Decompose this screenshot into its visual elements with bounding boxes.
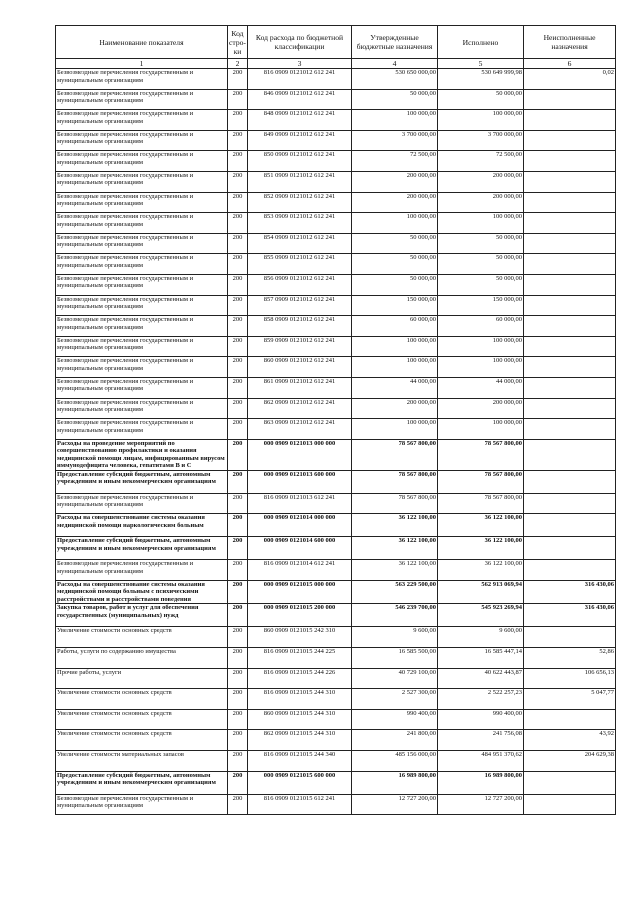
indicator-name-cell: Безвозмездные перечисления государственным и муниципальным организациям	[56, 274, 228, 295]
table-row	[56, 537, 616, 560]
unspent-amount-cell	[524, 709, 616, 730]
approved-amount-cell: 2 527 300,00	[352, 689, 438, 710]
table-row	[56, 69, 616, 90]
column-number-row	[56, 59, 616, 69]
line-code-cell: 200	[228, 89, 248, 110]
approved-amount-cell: 78 567 800,00	[352, 439, 438, 470]
table-row	[56, 89, 616, 110]
executed-amount-cell: 200 000,00	[438, 192, 524, 213]
table-row	[56, 233, 616, 254]
executed-amount-cell: 36 122 100,00	[438, 514, 524, 537]
table-row	[56, 398, 616, 419]
unspent-amount-cell	[524, 110, 616, 131]
approved-amount-cell: 50 000,00	[352, 274, 438, 295]
approved-amount-cell: 50 000,00	[352, 89, 438, 110]
table-row	[56, 493, 616, 514]
table-row	[56, 668, 616, 689]
line-code-cell: 200	[228, 171, 248, 192]
indicator-name-cell: Безвозмездные перечисления государственным и муниципальным организациям	[56, 316, 228, 337]
header-unspent: Неисполненные назначения	[524, 26, 616, 59]
budget-code-cell: 859 0909 0121012 612 241	[248, 336, 352, 357]
header-approved: Утвержденные бюджетные назначения	[352, 26, 438, 59]
indicator-name-cell: Безвозмездные перечисления государственным и муниципальным организациям	[56, 336, 228, 357]
unspent-amount-cell	[524, 493, 616, 514]
approved-amount-cell: 78 567 800,00	[352, 470, 438, 493]
approved-amount-cell: 200 000,00	[352, 192, 438, 213]
indicator-name-cell: Безвозмездные перечисления государственным и муниципальным организациям	[56, 233, 228, 254]
approved-amount-cell: 563 229 500,00	[352, 580, 438, 604]
budget-code-cell: 848 0909 0121012 612 241	[248, 110, 352, 131]
budget-code-cell: 849 0909 0121012 612 241	[248, 130, 352, 151]
line-code-cell: 200	[228, 213, 248, 234]
indicator-name-cell: Безвозмездные перечисления государственным и муниципальным организациям	[56, 419, 228, 440]
line-code-cell: 200	[228, 668, 248, 689]
budget-execution-table	[55, 25, 616, 815]
indicator-name-cell: Предоставление субсидий бюджетным, автономным учреждениям и иным некоммерческим организациям	[56, 537, 228, 560]
approved-amount-cell: 36 122 100,00	[352, 560, 438, 581]
indicator-name-cell: Безвозмездные перечисления государственным и муниципальным организациям	[56, 254, 228, 275]
line-code-cell: 200	[228, 398, 248, 419]
executed-amount-cell: 484 951 370,62	[438, 750, 524, 771]
table-row	[56, 470, 616, 493]
approved-amount-cell: 100 000,00	[352, 213, 438, 234]
table-row	[56, 357, 616, 378]
unspent-amount-cell	[524, 419, 616, 440]
approved-amount-cell: 12 727 200,00	[352, 794, 438, 815]
executed-amount-cell: 200 000,00	[438, 398, 524, 419]
approved-amount-cell: 990 400,00	[352, 709, 438, 730]
approved-amount-cell: 100 000,00	[352, 110, 438, 131]
indicator-name-cell: Безвозмездные перечисления государственным и муниципальным организациям	[56, 110, 228, 131]
line-code-cell: 200	[228, 514, 248, 537]
unspent-amount-cell: 106 656,13	[524, 668, 616, 689]
executed-amount-cell: 50 000,00	[438, 89, 524, 110]
unspent-amount-cell	[524, 470, 616, 493]
unspent-amount-cell: 5 047,77	[524, 689, 616, 710]
header-budget-code: Код расхода по бюджетной классификации	[248, 26, 352, 59]
line-code-cell: 200	[228, 274, 248, 295]
budget-code-cell: 856 0909 0121012 612 241	[248, 274, 352, 295]
unspent-amount-cell	[524, 316, 616, 337]
indicator-name-cell: Безвозмездные перечисления государственным и муниципальным организациям	[56, 357, 228, 378]
header-executed: Исполнено	[438, 26, 524, 59]
budget-code-cell: 862 0909 0121012 612 241	[248, 398, 352, 419]
table-row	[56, 709, 616, 730]
header-row	[56, 26, 616, 59]
table-row	[56, 419, 616, 440]
column-number: 6	[524, 59, 616, 69]
indicator-name-cell: Безвозмездные перечисления государственным и муниципальным организациям	[56, 493, 228, 514]
unspent-amount-cell	[524, 537, 616, 560]
indicator-name-cell: Безвозмездные перечисления государственным и муниципальным организациям	[56, 89, 228, 110]
column-number: 3	[248, 59, 352, 69]
executed-amount-cell: 16 989 800,00	[438, 771, 524, 794]
approved-amount-cell: 50 000,00	[352, 254, 438, 275]
budget-code-cell: 852 0909 0121012 612 241	[248, 192, 352, 213]
column-number: 2	[228, 59, 248, 69]
unspent-amount-cell	[524, 514, 616, 537]
table-row	[56, 316, 616, 337]
unspent-amount-cell	[524, 192, 616, 213]
executed-amount-cell: 12 727 200,00	[438, 794, 524, 815]
approved-amount-cell: 60 000,00	[352, 316, 438, 337]
approved-amount-cell: 50 000,00	[352, 233, 438, 254]
executed-amount-cell: 50 000,00	[438, 274, 524, 295]
executed-amount-cell: 545 923 269,94	[438, 604, 524, 627]
executed-amount-cell: 44 000,00	[438, 377, 524, 398]
line-code-cell: 200	[228, 627, 248, 648]
executed-amount-cell: 40 622 443,87	[438, 668, 524, 689]
budget-code-cell: 000 0909 0121015 000 000	[248, 580, 352, 604]
budget-code-cell: 000 0909 0121015 200 000	[248, 604, 352, 627]
indicator-name-cell: Безвозмездные перечисления государственным и муниципальным организациям	[56, 171, 228, 192]
table-row	[56, 730, 616, 751]
budget-code-cell: 855 0909 0121012 612 241	[248, 254, 352, 275]
line-code-cell: 200	[228, 647, 248, 668]
budget-code-cell: 862 0909 0121015 244 310	[248, 730, 352, 751]
table-body	[56, 69, 616, 815]
indicator-name-cell: Увеличение стоимости основных средств	[56, 730, 228, 751]
approved-amount-cell: 36 122 100,00	[352, 514, 438, 537]
line-code-cell: 200	[228, 377, 248, 398]
line-code-cell: 200	[228, 130, 248, 151]
executed-amount-cell: 16 585 447,14	[438, 647, 524, 668]
table-row	[56, 171, 616, 192]
table-row	[56, 192, 616, 213]
line-code-cell: 200	[228, 439, 248, 470]
approved-amount-cell: 546 239 700,00	[352, 604, 438, 627]
executed-amount-cell: 150 000,00	[438, 295, 524, 316]
line-code-cell: 200	[228, 110, 248, 131]
budget-code-cell: 860 0909 0121015 244 310	[248, 709, 352, 730]
budget-code-cell: 816 0909 0121015 244 340	[248, 750, 352, 771]
indicator-name-cell: Увеличение стоимости основных средств	[56, 627, 228, 648]
table-row	[56, 627, 616, 648]
unspent-amount-cell	[524, 295, 616, 316]
approved-amount-cell: 485 156 000,00	[352, 750, 438, 771]
approved-amount-cell: 241 800,00	[352, 730, 438, 751]
executed-amount-cell: 241 756,08	[438, 730, 524, 751]
budget-code-cell: 853 0909 0121012 612 241	[248, 213, 352, 234]
approved-amount-cell: 100 000,00	[352, 419, 438, 440]
unspent-amount-cell	[524, 398, 616, 419]
budget-code-cell: 000 0909 0121014 600 000	[248, 537, 352, 560]
approved-amount-cell: 40 729 100,00	[352, 668, 438, 689]
budget-code-cell: 846 0909 0121012 612 241	[248, 89, 352, 110]
line-code-cell: 200	[228, 604, 248, 627]
approved-amount-cell: 44 000,00	[352, 377, 438, 398]
unspent-amount-cell	[524, 254, 616, 275]
executed-amount-cell: 2 522 257,23	[438, 689, 524, 710]
unspent-amount-cell	[524, 627, 616, 648]
budget-code-cell: 000 0909 0121013 600 000	[248, 470, 352, 493]
table-row	[56, 580, 616, 604]
header-line-code: Код стро-ки	[228, 26, 248, 59]
indicator-name-cell: Расходы на совершенствование системы оказания медицинской помощи больным с психическими расстройствами и расстройствами поведения	[56, 580, 228, 604]
executed-amount-cell: 100 000,00	[438, 213, 524, 234]
indicator-name-cell: Безвозмездные перечисления государственным и муниципальным организациям	[56, 130, 228, 151]
unspent-amount-cell	[524, 336, 616, 357]
executed-amount-cell: 50 000,00	[438, 233, 524, 254]
approved-amount-cell: 100 000,00	[352, 357, 438, 378]
unspent-amount-cell	[524, 274, 616, 295]
unspent-amount-cell	[524, 771, 616, 794]
unspent-amount-cell	[524, 794, 616, 815]
unspent-amount-cell	[524, 89, 616, 110]
executed-amount-cell: 36 122 100,00	[438, 537, 524, 560]
table-row	[56, 794, 616, 815]
line-code-cell: 200	[228, 537, 248, 560]
indicator-name-cell: Прочие работы, услуги	[56, 668, 228, 689]
column-number: 4	[352, 59, 438, 69]
budget-code-cell: 863 0909 0121012 612 241	[248, 419, 352, 440]
line-code-cell: 200	[228, 493, 248, 514]
executed-amount-cell: 3 700 000,00	[438, 130, 524, 151]
indicator-name-cell: Безвозмездные перечисления государственным и муниципальным организациям	[56, 377, 228, 398]
unspent-amount-cell	[524, 357, 616, 378]
indicator-name-cell: Безвозмездные перечисления государственным и муниципальным организациям	[56, 192, 228, 213]
indicator-name-cell: Увеличение стоимости материальных запасов	[56, 750, 228, 771]
executed-amount-cell: 78 567 800,00	[438, 439, 524, 470]
executed-amount-cell: 200 000,00	[438, 171, 524, 192]
approved-amount-cell: 530 650 000,00	[352, 69, 438, 90]
table-row	[56, 750, 616, 771]
executed-amount-cell: 50 000,00	[438, 254, 524, 275]
executed-amount-cell: 78 567 800,00	[438, 493, 524, 514]
line-code-cell: 200	[228, 151, 248, 172]
line-code-cell: 200	[228, 357, 248, 378]
executed-amount-cell: 100 000,00	[438, 336, 524, 357]
budget-code-cell: 816 0909 0121015 244 226	[248, 668, 352, 689]
executed-amount-cell: 562 913 069,94	[438, 580, 524, 604]
table-row	[56, 110, 616, 131]
indicator-name-cell: Увеличение стоимости основных средств	[56, 709, 228, 730]
line-code-cell: 200	[228, 709, 248, 730]
indicator-name-cell: Расходы на проведение мероприятий по совершенствованию профилактики и оказания медицинской помощи лицам, инфицированным вирусом иммунодефицита человека, гепатитами В и С	[56, 439, 228, 470]
approved-amount-cell: 16 989 800,00	[352, 771, 438, 794]
budget-code-cell: 816 0909 0121014 612 241	[248, 560, 352, 581]
line-code-cell: 200	[228, 771, 248, 794]
indicator-name-cell: Увеличение стоимости основных средств	[56, 689, 228, 710]
budget-code-cell: 816 0909 0121012 612 241	[248, 69, 352, 90]
approved-amount-cell: 36 122 100,00	[352, 537, 438, 560]
table-row	[56, 295, 616, 316]
table-row	[56, 689, 616, 710]
table-row	[56, 439, 616, 470]
approved-amount-cell: 200 000,00	[352, 398, 438, 419]
line-code-cell: 200	[228, 233, 248, 254]
line-code-cell: 200	[228, 470, 248, 493]
executed-amount-cell: 9 600,00	[438, 627, 524, 648]
line-code-cell: 200	[228, 689, 248, 710]
line-code-cell: 200	[228, 192, 248, 213]
line-code-cell: 200	[228, 560, 248, 581]
unspent-amount-cell	[524, 377, 616, 398]
indicator-name-cell: Расходы на совершенствование системы оказания медицинской помощи наркологическим больным	[56, 514, 228, 537]
budget-code-cell: 851 0909 0121012 612 241	[248, 171, 352, 192]
line-code-cell: 200	[228, 750, 248, 771]
approved-amount-cell: 100 000,00	[352, 336, 438, 357]
unspent-amount-cell	[524, 560, 616, 581]
unspent-amount-cell	[524, 213, 616, 234]
budget-code-cell: 861 0909 0121012 612 241	[248, 377, 352, 398]
unspent-amount-cell	[524, 130, 616, 151]
line-code-cell: 200	[228, 580, 248, 604]
budget-code-cell: 000 0909 0121014 000 000	[248, 514, 352, 537]
indicator-name-cell: Безвозмездные перечисления государственным и муниципальным организациям	[56, 560, 228, 581]
unspent-amount-cell	[524, 171, 616, 192]
budget-code-cell: 854 0909 0121012 612 241	[248, 233, 352, 254]
line-code-cell: 200	[228, 69, 248, 90]
executed-amount-cell: 530 649 999,98	[438, 69, 524, 90]
indicator-name-cell: Безвозмездные перечисления государственным и муниципальным организациям	[56, 69, 228, 90]
executed-amount-cell: 100 000,00	[438, 110, 524, 131]
column-number: 1	[56, 59, 228, 69]
approved-amount-cell: 72 500,00	[352, 151, 438, 172]
line-code-cell: 200	[228, 730, 248, 751]
table-row	[56, 377, 616, 398]
table-row	[56, 514, 616, 537]
table-row	[56, 213, 616, 234]
budget-code-cell: 816 0909 0121015 612 241	[248, 794, 352, 815]
executed-amount-cell: 36 122 100,00	[438, 560, 524, 581]
table-row	[56, 647, 616, 668]
approved-amount-cell: 150 000,00	[352, 295, 438, 316]
table-row	[56, 771, 616, 794]
approved-amount-cell: 200 000,00	[352, 171, 438, 192]
unspent-amount-cell	[524, 151, 616, 172]
budget-code-cell: 816 0909 0121013 612 241	[248, 493, 352, 514]
budget-code-cell: 000 0909 0121013 000 000	[248, 439, 352, 470]
table-row	[56, 560, 616, 581]
indicator-name-cell: Предоставление субсидий бюджетным, автономным учреждениям и иным некоммерческим организациям	[56, 470, 228, 493]
unspent-amount-cell: 43,92	[524, 730, 616, 751]
budget-code-cell: 858 0909 0121012 612 241	[248, 316, 352, 337]
executed-amount-cell: 78 567 800,00	[438, 470, 524, 493]
unspent-amount-cell: 0,02	[524, 69, 616, 90]
unspent-amount-cell: 52,86	[524, 647, 616, 668]
approved-amount-cell: 16 585 500,00	[352, 647, 438, 668]
executed-amount-cell: 100 000,00	[438, 419, 524, 440]
budget-code-cell: 000 0909 0121015 600 000	[248, 771, 352, 794]
unspent-amount-cell	[524, 439, 616, 470]
indicator-name-cell: Безвозмездные перечисления государственным и муниципальным организациям	[56, 151, 228, 172]
budget-code-cell: 816 0909 0121015 244 225	[248, 647, 352, 668]
executed-amount-cell: 60 000,00	[438, 316, 524, 337]
budget-code-cell: 850 0909 0121012 612 241	[248, 151, 352, 172]
approved-amount-cell: 78 567 800,00	[352, 493, 438, 514]
unspent-amount-cell: 316 430,06	[524, 580, 616, 604]
indicator-name-cell: Безвозмездные перечисления государственным и муниципальным организациям	[56, 794, 228, 815]
table-row	[56, 254, 616, 275]
indicator-name-cell: Работы, услуги по содержанию имущества	[56, 647, 228, 668]
line-code-cell: 200	[228, 336, 248, 357]
indicator-name-cell: Безвозмездные перечисления государственным и муниципальным организациям	[56, 295, 228, 316]
header-indicator-name: Наименование показателя	[56, 26, 228, 59]
report-sheet	[55, 25, 615, 815]
indicator-name-cell: Предоставление субсидий бюджетным, автономным учреждениям и иным некоммерческим организациям	[56, 771, 228, 794]
indicator-name-cell: Безвозмездные перечисления государственным и муниципальным организациям	[56, 398, 228, 419]
line-code-cell: 200	[228, 316, 248, 337]
line-code-cell: 200	[228, 419, 248, 440]
table-row	[56, 336, 616, 357]
unspent-amount-cell: 316 430,06	[524, 604, 616, 627]
budget-code-cell: 857 0909 0121012 612 241	[248, 295, 352, 316]
line-code-cell: 200	[228, 794, 248, 815]
line-code-cell: 200	[228, 295, 248, 316]
executed-amount-cell: 990 400,00	[438, 709, 524, 730]
column-number: 5	[438, 59, 524, 69]
approved-amount-cell: 3 700 000,00	[352, 130, 438, 151]
indicator-name-cell: Закупка товаров, работ и услуг для обеспечения государственных (муниципальных) нужд	[56, 604, 228, 627]
table-row	[56, 151, 616, 172]
table-row	[56, 604, 616, 627]
line-code-cell: 200	[228, 254, 248, 275]
executed-amount-cell: 100 000,00	[438, 357, 524, 378]
budget-code-cell: 860 0909 0121015 242 310	[248, 627, 352, 648]
table-row	[56, 274, 616, 295]
unspent-amount-cell: 204 629,38	[524, 750, 616, 771]
table-row	[56, 130, 616, 151]
approved-amount-cell: 9 600,00	[352, 627, 438, 648]
executed-amount-cell: 72 500,00	[438, 151, 524, 172]
budget-code-cell: 816 0909 0121015 244 310	[248, 689, 352, 710]
indicator-name-cell: Безвозмездные перечисления государственным и муниципальным организациям	[56, 213, 228, 234]
budget-code-cell: 860 0909 0121012 612 241	[248, 357, 352, 378]
unspent-amount-cell	[524, 233, 616, 254]
